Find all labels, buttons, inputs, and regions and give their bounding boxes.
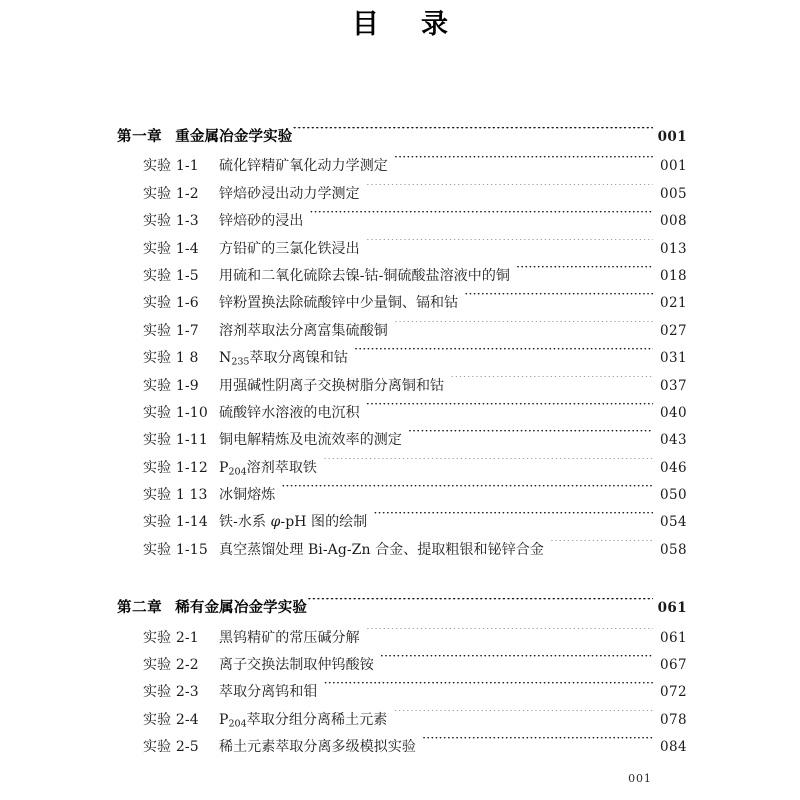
experiment-entry-number: 实验 2-3 <box>143 684 199 701</box>
experiment-entry-page-number: 018 <box>660 267 687 284</box>
leader-dots <box>307 598 653 612</box>
leader-dots <box>516 266 653 280</box>
experiment-entry-label: 用硫和二氧化硫除去镍-钴-铜硫酸盐溶液中的铜 <box>219 267 510 284</box>
experiment-entry-number: 实验 1-2 <box>143 185 199 202</box>
experiment-entry-number: 实验 1-15 <box>143 541 208 558</box>
experiment-entry-number: 实验 1-3 <box>143 213 199 230</box>
experiment-entry-page-number: 043 <box>660 432 687 449</box>
experiment-entry-label: 锌粉置换法除硫酸锌中少量铜、镉和钴 <box>219 295 459 312</box>
experiment-entry-page-number: 037 <box>660 377 687 394</box>
leader-dots <box>281 485 653 499</box>
experiment-entry-label: 硫化锌精矿氧化动力学测定 <box>219 158 388 175</box>
experiment-entry-page-number: 050 <box>660 487 687 504</box>
experiment-entry-number: 实验 2-5 <box>143 739 199 756</box>
experiment-entry-label: $P_{204}$溶剂萃取铁 <box>219 459 317 478</box>
experiment-entry-label: 真空蒸馏处理 Bi-Ag-Zn 合金、提取粗银和铋锌合金 <box>219 541 544 558</box>
chapter-entry-label: 重金属冶金学实验 <box>175 128 293 145</box>
experiment-entry-number: 实验 1-14 <box>143 514 208 531</box>
experiment-entry[interactable] <box>143 400 687 427</box>
chapter-entry[interactable] <box>117 123 687 150</box>
leader-dots <box>366 184 653 198</box>
experiment-entry[interactable] <box>143 734 687 761</box>
experiment-entry-label: 硫酸锌水溶液的电沉积 <box>219 404 360 421</box>
leader-dots <box>366 628 653 642</box>
page-folio: 001 <box>628 772 652 785</box>
experiment-entry-label: 稀土元素萃取分离多级模拟实验 <box>219 739 416 756</box>
experiment-entry-number: 实验 2-4 <box>143 711 199 728</box>
experiment-entry-number: 实验 1-4 <box>143 240 199 257</box>
leader-dots <box>292 127 653 141</box>
experiment-entry[interactable] <box>143 679 687 706</box>
chapter-entry-label: 稀有金属冶金学实验 <box>175 599 308 617</box>
chapter-entry[interactable] <box>117 594 687 621</box>
experiment-entry[interactable] <box>143 318 687 345</box>
chapter-entry-number: 第二章 <box>117 599 163 617</box>
experiment-entry-page-number: 040 <box>660 404 687 421</box>
experiment-entry-label: 黑钨精矿的常压碱分解 <box>219 629 360 646</box>
chapter-entry-page-number: 061 <box>657 600 687 617</box>
leader-dots <box>408 430 653 444</box>
experiment-entry-number: 实验 1 8 <box>143 350 199 367</box>
experiment-entry-page-number: 054 <box>660 514 687 531</box>
leader-dots <box>550 540 653 554</box>
experiment-entry-number: 实验 1-1 <box>143 158 199 175</box>
experiment-entry-label: 方铅矿的三氯化铁浸出 <box>219 240 360 257</box>
experiment-entry[interactable] <box>143 345 687 372</box>
experiment-entry-page-number: 046 <box>660 459 687 476</box>
experiment-entry-number: 实验 1 13 <box>143 487 208 504</box>
experiment-entry[interactable] <box>143 482 687 509</box>
experiment-entry-page-number: 013 <box>660 240 687 257</box>
leader-dots <box>450 376 653 390</box>
experiment-entry[interactable] <box>143 537 687 564</box>
experiment-entry[interactable] <box>143 707 687 734</box>
experiment-entry-page-number: 061 <box>660 629 687 646</box>
experiment-entry-label: 铁-水系 φ-pH 图的绘制 <box>219 514 368 531</box>
experiment-entry-label: 冰铜熔炼 <box>219 487 276 504</box>
experiment-entry[interactable] <box>143 652 687 679</box>
experiment-entry[interactable] <box>143 625 687 652</box>
leader-dots <box>393 710 653 724</box>
experiment-entry-number: 实验 1-12 <box>143 459 208 476</box>
leader-dots <box>366 403 653 417</box>
experiment-entry[interactable] <box>143 455 687 482</box>
leader-dots <box>464 293 653 307</box>
experiment-entry-number: 实验 1-10 <box>143 404 208 421</box>
experiment-entry-label: 锌焙砂的浸出 <box>219 213 304 230</box>
page-title: 目 录 <box>351 9 456 40</box>
leader-dots <box>366 239 653 253</box>
toc-list <box>117 123 687 762</box>
experiment-entry-label: 离子交换法制取仲钨酸铵 <box>219 657 374 674</box>
leader-dots <box>324 682 654 696</box>
experiment-entry-label: 铜电解精炼及电流效率的测定 <box>219 432 402 449</box>
experiment-entry[interactable] <box>143 427 687 454</box>
experiment-entry-label: 溶剂萃取法分离富集硫酸铜 <box>219 322 388 339</box>
experiment-entry-number: 实验 1-11 <box>143 432 208 449</box>
experiment-entry[interactable] <box>143 181 687 208</box>
experiment-entry-page-number: 021 <box>660 295 687 312</box>
experiment-entry[interactable] <box>143 236 687 263</box>
leader-dots <box>380 655 653 669</box>
experiment-entry-number: 实验 1-9 <box>143 377 199 394</box>
experiment-entry-page-number: 058 <box>660 541 687 558</box>
experiment-entry[interactable] <box>143 290 687 317</box>
experiment-entry[interactable] <box>143 208 687 235</box>
leader-dots <box>394 321 653 335</box>
leader-dots <box>373 512 653 526</box>
experiment-entry-page-number: 031 <box>660 350 687 367</box>
experiment-entry-page-number: 027 <box>660 322 687 339</box>
experiment-entry-page-number: 005 <box>660 185 687 202</box>
experiment-entry[interactable] <box>143 373 687 400</box>
leader-dots <box>422 737 653 751</box>
chapter-entry-number: 第一章 <box>117 128 163 145</box>
leader-dots <box>323 458 653 472</box>
experiment-entry-label: 用强碱性阴离子交换树脂分离铜和钴 <box>219 377 445 394</box>
experiment-entry[interactable] <box>143 509 687 536</box>
chapter-block <box>117 594 687 761</box>
experiment-entry-page-number: 084 <box>660 739 687 756</box>
experiment-entry[interactable] <box>143 153 687 180</box>
experiment-entry-label: $N_{235}$萃取分离镍和钴 <box>219 350 348 368</box>
experiment-entry-label: $P_{204}$萃取分组分离稀土元素 <box>219 711 388 730</box>
experiment-entry-page-number: 067 <box>660 657 687 674</box>
leader-dots <box>309 211 653 225</box>
experiment-entry[interactable] <box>143 263 687 290</box>
experiment-entry-label: 锌焙砂浸出动力学测定 <box>219 185 360 202</box>
leader-dots <box>394 156 653 170</box>
experiment-entry-page-number: 001 <box>660 158 687 175</box>
experiment-entry-number: 实验 1-7 <box>143 322 199 339</box>
leader-dots <box>354 348 653 362</box>
experiment-entry-number: 实验 1-5 <box>143 267 199 284</box>
experiment-entry-page-number: 078 <box>660 711 687 728</box>
chapter-entry-page-number: 001 <box>657 129 687 145</box>
experiment-entry-page-number: 008 <box>660 213 687 230</box>
experiment-entry-page-number: 072 <box>660 684 687 701</box>
chapter-block <box>117 123 687 564</box>
experiment-entry-number: 实验 2-2 <box>143 657 199 674</box>
experiment-entry-number: 实验 2-1 <box>143 629 199 646</box>
experiment-entry-label: 萃取分离钨和钼 <box>219 684 318 701</box>
experiment-entry-number: 实验 1-6 <box>143 295 199 312</box>
